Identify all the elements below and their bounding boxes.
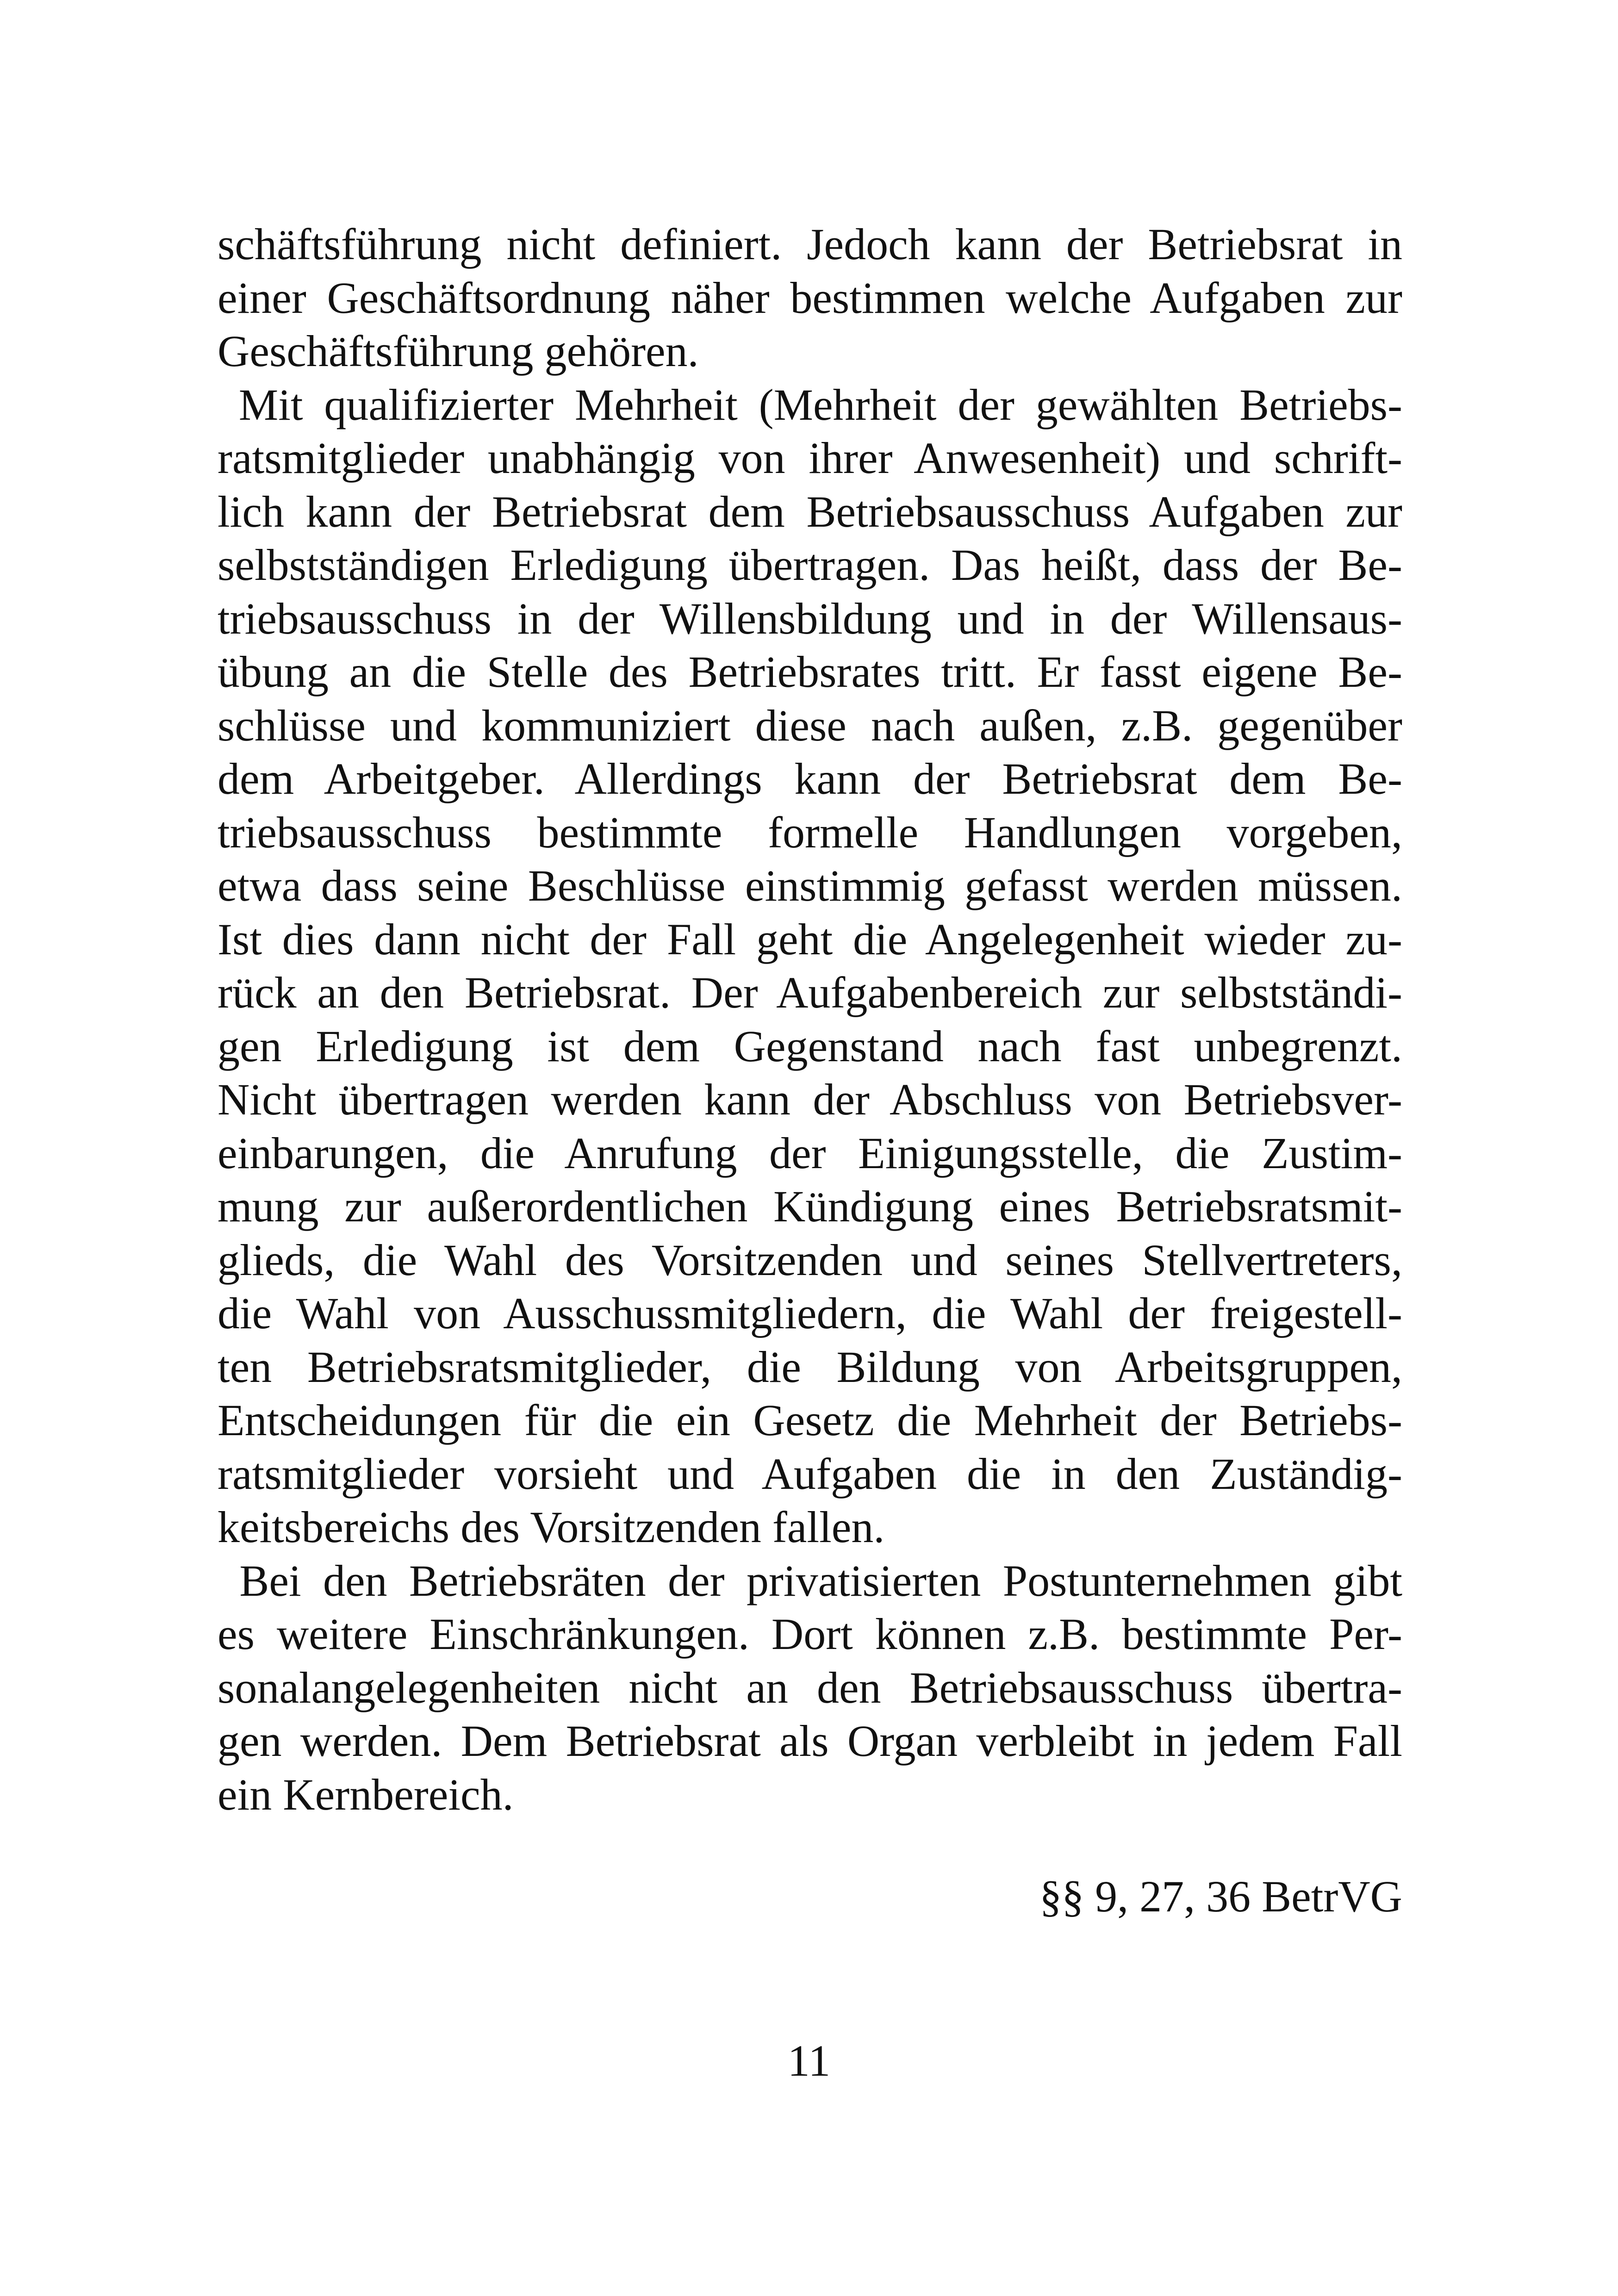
text-line: dem Arbeitgeber. Allerdings kann der Betriebsrat dem Be- bbox=[218, 754, 1402, 803]
legal-reference: §§ 9, 27, 36 BetrVG bbox=[1039, 1872, 1402, 1921]
text-line: einbarungen, die Anrufung der Einigungsstelle, die Zustim- bbox=[218, 1128, 1402, 1178]
text-line: selbstständigen Erledigung übertragen. Das heißt, dass der Be- bbox=[218, 540, 1402, 590]
text-line: schäftsführung nicht definiert. Jedoch kann der Betriebsrat in bbox=[218, 219, 1402, 269]
text-line: gen werden. Dem Betriebsrat als Organ verbleibt in jedem Fall bbox=[218, 1716, 1402, 1766]
text-line: lich kann der Betriebsrat dem Betriebsausschuss Aufgaben zur bbox=[218, 486, 1402, 536]
text-line: Mit qualifizierter Mehrheit (Mehrheit der gewählten Betriebs- bbox=[218, 380, 1402, 429]
paragraph-1 bbox=[218, 218, 1402, 378]
text-line: Ist dies dann nicht der Fall geht die Angelegenheit wieder zu- bbox=[218, 914, 1402, 964]
text-line: mung zur außerordentlichen Kündigung eines Betriebsratsmit- bbox=[218, 1182, 1402, 1231]
text-line: schlüsse und kommuniziert diese nach außen, z.B. gegenüber bbox=[218, 700, 1402, 750]
paragraph-3 bbox=[218, 1554, 1402, 1822]
text-line: rück an den Betriebsrat. Der Aufgabenbereich zur selbstständi- bbox=[218, 968, 1402, 1017]
text-line: ten Betriebsratsmitglieder, die Bildung von Arbeitsgruppen, bbox=[218, 1342, 1402, 1392]
text-line: Nicht übertragen werden kann der Abschluss von Betriebsver- bbox=[218, 1075, 1402, 1124]
text-line: Bei den Betriebsräten der privatisierten Postunternehmen gibt bbox=[218, 1556, 1402, 1605]
text-line: übung an die Stelle des Betriebsrates tritt. Er fasst eigene Be- bbox=[218, 647, 1402, 697]
text-line: gen Erledigung ist dem Gegenstand nach fast unbegrenzt. bbox=[218, 1021, 1402, 1071]
text-line: glieds, die Wahl des Vorsitzenden und seines Stellvertreters, bbox=[218, 1235, 1402, 1285]
body-text bbox=[218, 218, 1402, 1821]
text-line: ein Kernbereich. bbox=[218, 1769, 514, 1819]
text-line: triebsausschuss in der Willensbildung und in der Willensaus- bbox=[218, 593, 1402, 643]
text-line: etwa dass seine Beschlüsse einstimmig gefasst werden müssen. bbox=[218, 861, 1402, 910]
text-line: die Wahl von Ausschussmitgliedern, die Wahl der freigestell- bbox=[218, 1288, 1402, 1338]
text-line: Entscheidungen für die ein Gesetz die Mehrheit der Betriebs- bbox=[218, 1395, 1402, 1445]
text-line: ratsmitglieder vorsieht und Aufgaben die in den Zuständig- bbox=[218, 1449, 1402, 1499]
text-line: triebsausschuss bestimmte formelle Handlungen vorgeben, bbox=[218, 807, 1402, 857]
text-line: einer Geschäftsordnung näher bestimmen welche Aufgaben zur bbox=[218, 273, 1402, 323]
text-line: keitsbereichs des Vorsitzenden fallen. bbox=[218, 1502, 885, 1552]
paragraph-2 bbox=[218, 378, 1402, 1554]
text-line: Geschäftsführung gehören. bbox=[218, 326, 699, 376]
text-line: sonalangelegenheiten nicht an den Betriebsausschuss übertra- bbox=[218, 1662, 1402, 1712]
text-line: es weitere Einschränkungen. Dort können z.B. bestimmte Per- bbox=[218, 1609, 1402, 1659]
page-number: 11 bbox=[787, 2036, 831, 2085]
text-line: ratsmitglieder unabhängig von ihrer Anwesenheit) und schrift- bbox=[218, 433, 1402, 483]
